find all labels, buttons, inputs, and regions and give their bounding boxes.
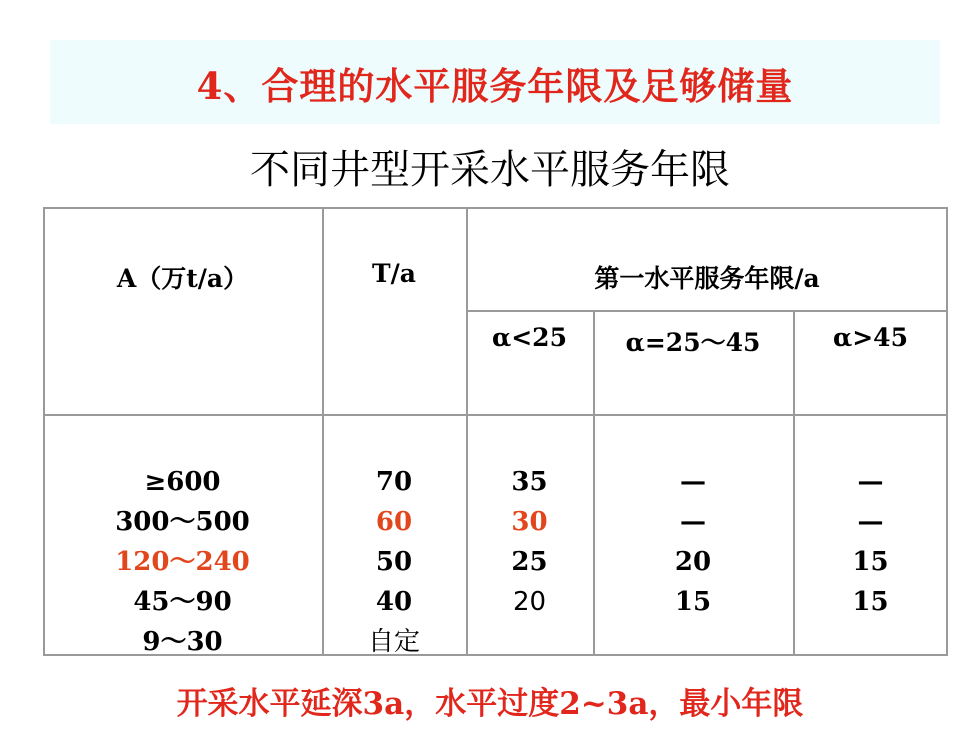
- cell-alpha-lt-25: 20: [512, 587, 547, 617]
- service-years-table: [43, 207, 948, 656]
- slide-title: 4、合理的水平服务年限及足够储量: [196, 64, 794, 108]
- header-first-level-service: 第一水平服务年限/a: [594, 264, 820, 293]
- cell-alpha-gt-45: 15: [852, 547, 889, 577]
- cell-t: 70: [375, 467, 413, 497]
- cell-t: 50: [375, 547, 413, 577]
- cell-t: 40: [375, 587, 413, 617]
- header-t: T/a: [372, 259, 416, 288]
- table-header-bottom-line: [43, 414, 948, 416]
- cell-capacity: 9～30: [142, 627, 223, 657]
- cell-alpha-25-45: 15: [674, 587, 712, 617]
- cell-capacity: ≥600: [144, 467, 221, 497]
- table-subheader-line: [466, 310, 948, 312]
- cell-alpha-gt-45: —: [857, 467, 884, 497]
- header-capacity: A（万t/a）: [116, 264, 249, 293]
- column-alpha-gt-45: [793, 462, 948, 622]
- header-alpha-lt-25: α<25: [492, 323, 567, 352]
- column-alpha-25-45: [593, 462, 793, 622]
- cell-capacity: 45～90: [133, 587, 232, 617]
- column-t: [322, 462, 466, 662]
- cell-alpha-lt-25: 30: [511, 507, 548, 537]
- cell-t: 60: [375, 507, 413, 537]
- cell-capacity: 120～240: [115, 547, 250, 577]
- column-alpha-lt-25: [466, 462, 593, 622]
- cell-alpha-25-45: —: [680, 467, 706, 497]
- cell-alpha-lt-25: 35: [511, 467, 548, 497]
- cell-alpha-gt-45: 15: [852, 587, 889, 617]
- cell-t: 自定: [367, 627, 420, 657]
- cell-alpha-gt-45: —: [857, 507, 884, 537]
- title-band: [50, 40, 940, 124]
- column-capacity: [43, 462, 322, 662]
- cell-alpha-25-45: 20: [674, 547, 712, 577]
- header-alpha-25-45: α=25～45: [625, 328, 761, 357]
- table-border-top: [43, 207, 948, 209]
- cell-capacity: 300～500: [115, 507, 250, 537]
- header-alpha-gt-45: α>45: [833, 323, 908, 352]
- cell-alpha-lt-25: 25: [511, 547, 548, 577]
- cell-alpha-25-45: —: [680, 507, 706, 537]
- footer-note: 开采水平延深3a，水平过度2~3a，最小年限: [176, 686, 804, 722]
- table-caption: 不同井型开采水平服务年限: [250, 147, 730, 193]
